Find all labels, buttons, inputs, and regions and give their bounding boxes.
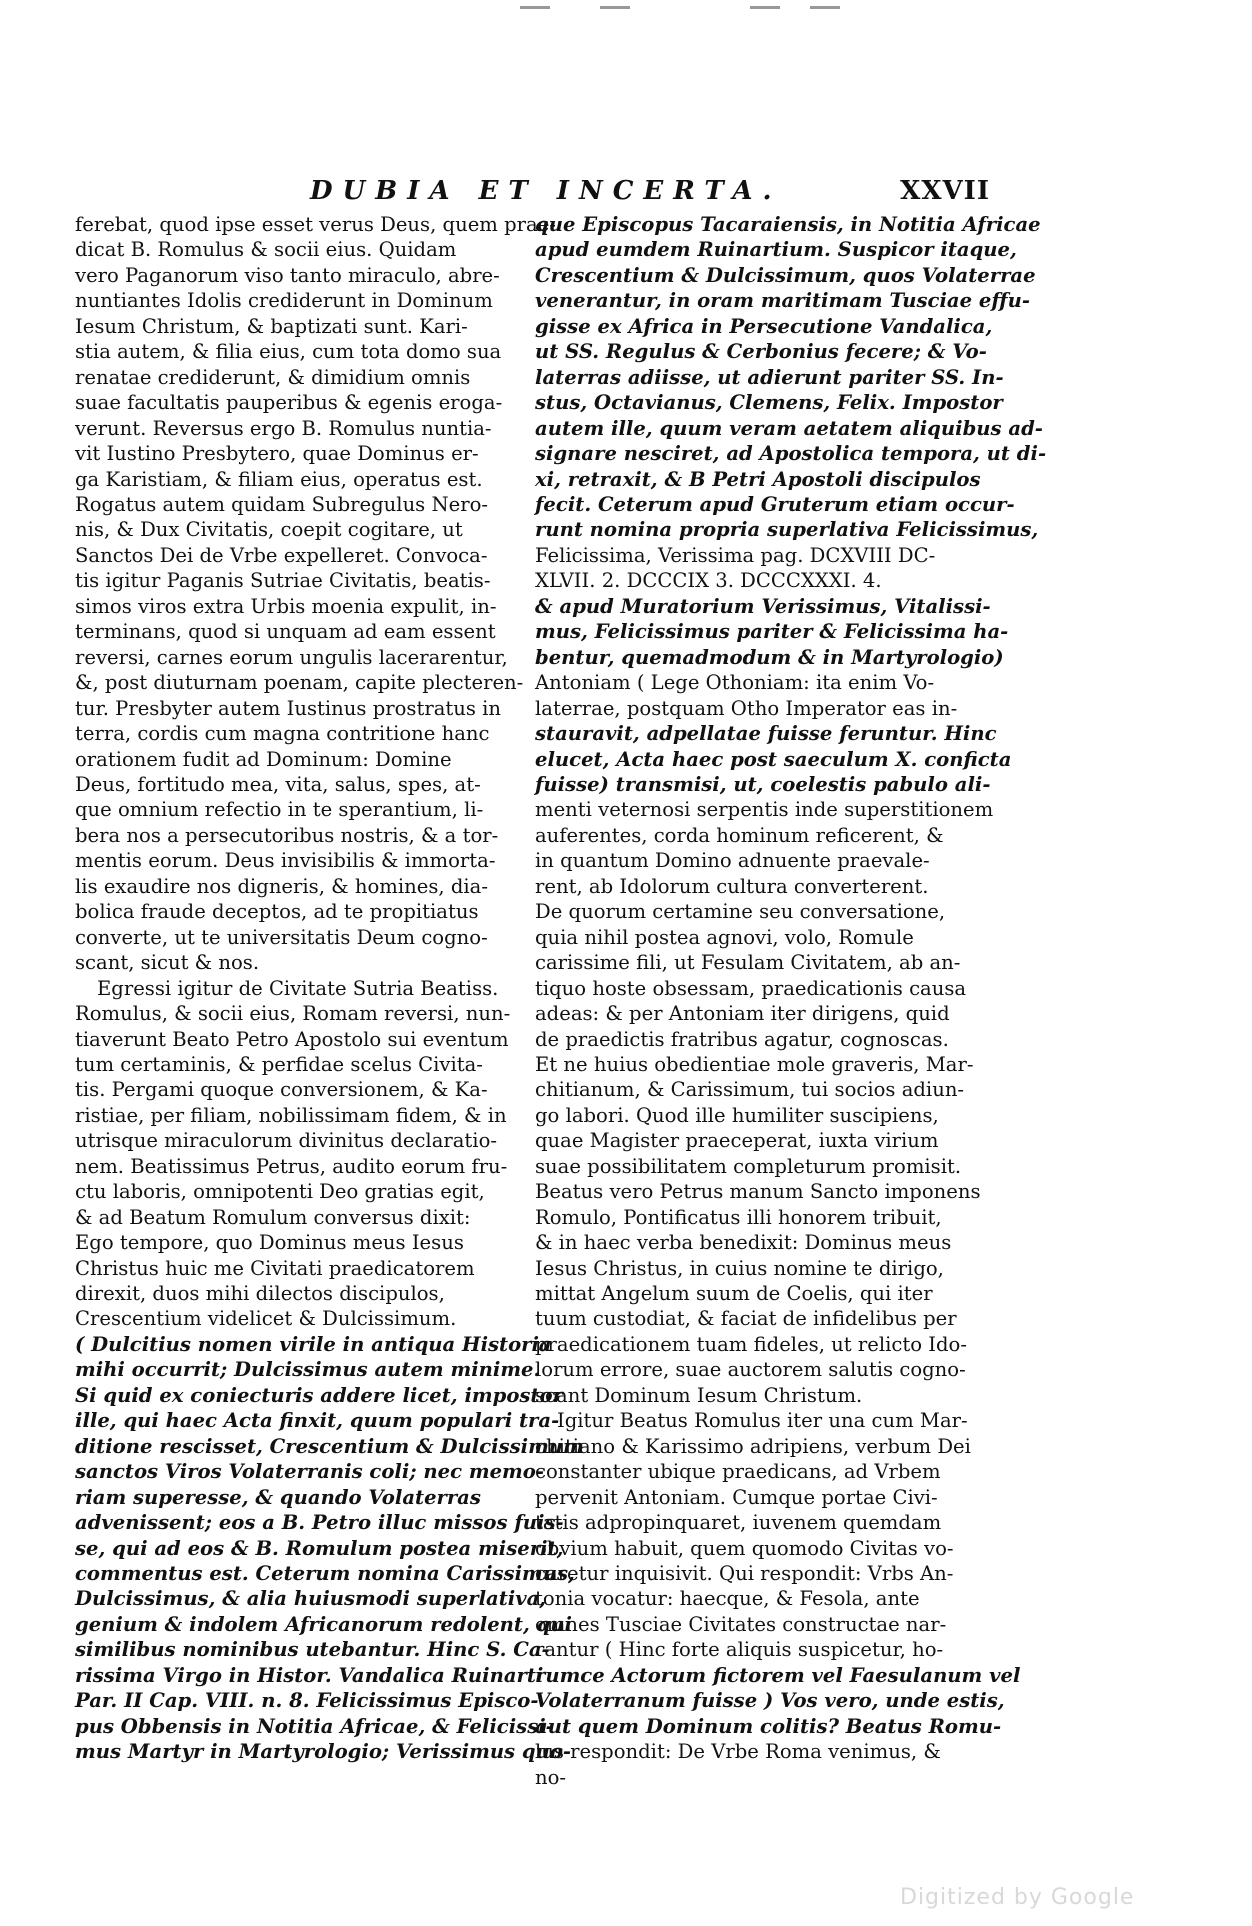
left-column <box>75 212 584 1765</box>
text-line: Iesus Christus, in cuius nomine te dirigo, <box>535 1256 944 1280</box>
text-line: mus Martyr in Martyrologio; Verissimus quo- <box>75 1740 572 1764</box>
text-line: Iesum Christum, & baptizati sunt. Kari- <box>75 314 468 338</box>
text-line: Felicissima, Verissima pag. DCXVIII DC- <box>535 543 936 567</box>
text-line: que omnium refectio in te sperantium, li- <box>75 798 484 822</box>
text-line: Rogatus autem quidam Subregulus Nero- <box>75 492 488 516</box>
text-line: genium & indolem Africanorum redolent, qui <box>75 1612 572 1636</box>
text-line: Ego tempore, quo Dominus meus Iesus <box>75 1231 464 1255</box>
text-line: carissime fili, ut Fesulam Civitatem, ab an- <box>535 951 961 975</box>
text-line: stia autem, & filia eius, cum tota domo sua <box>75 340 502 364</box>
text-line: Romulo, Pontificatus illi honorem tribuit, <box>535 1205 942 1229</box>
text-line: aut quem Dominum colitis? Beatus Romu- <box>535 1714 1002 1738</box>
right-column <box>535 212 1047 1790</box>
text-line: adeas: & per Antoniam iter dirigens, quid <box>535 1002 950 1026</box>
text-line: Crescentium videlicet & Dulcissimum. <box>75 1307 457 1331</box>
text-line: no- <box>535 1765 567 1789</box>
text-line: tis. Pergami quoque conversionem, & Ka- <box>75 1078 488 1102</box>
text-line: rissima Virgo in Histor. Vandalica Ruinarti <box>75 1663 544 1687</box>
text-line: suae possibilitatem completurum promisit. <box>535 1154 962 1178</box>
text-line: Et ne huius obedientiae mole graveris, Mar- <box>535 1052 974 1076</box>
text-line: tiaverunt Beato Petro Apostolo sui eventum <box>75 1027 509 1051</box>
text-line: nem. Beatissimus Petrus, audito eorum fru- <box>75 1154 508 1178</box>
text-line: ga Karistiam, & filiam eius, operatus est. <box>75 467 483 491</box>
text-line: laterrae, postquam Otho Imperator eas in- <box>535 696 958 720</box>
text-line: menti veternosi serpentis inde superstitionem <box>535 798 994 822</box>
text-line: terminans, quod si unquam ad eam essent <box>75 620 496 644</box>
text-line: signare nesciret, ad Apostolica tempora, ut di- <box>535 442 1047 466</box>
text-line: venerantur, in oram maritimam Tusciae effu- <box>535 289 1030 313</box>
text-line: nis, & Dux Civitatis, coepit cogitare, ut <box>75 518 463 542</box>
text-line: gisse ex Africa in Persecutione Vandalica, <box>535 314 993 338</box>
text-line: tiquo hoste obsessam, praedicationis causa <box>535 976 967 1000</box>
text-line: bera nos a persecutoribus nostris, & a tor- <box>75 823 499 847</box>
text-line: tis igitur Paganis Sutriae Civitatis, beatis- <box>75 569 491 593</box>
text-line: suae facultatis pauperibus & egenis eroga- <box>75 391 503 415</box>
text-line: Beatus vero Petrus manum Sancto imponens <box>535 1180 981 1204</box>
text-line: vero Paganorum viso tanto miraculo, abre- <box>75 263 500 287</box>
text-line: omnes Tusciae Civitates constructae nar- <box>535 1612 947 1636</box>
text-line: riam superesse, & quando Volaterras <box>75 1485 481 1509</box>
text-line: & apud Muratorium Verissimus, Vitalissi- <box>535 594 991 618</box>
text-line: mihi occurrit; Dulcissimus autem minime. <box>75 1358 541 1382</box>
text-line: utrisque miraculorum divinitus declaratio- <box>75 1129 497 1153</box>
text-line: stus, Octavianus, Clemens, Felix. Impostor <box>535 391 1003 415</box>
text-line: Volaterranum fuisse ) Vos vero, unde estis, <box>535 1689 1005 1713</box>
running-head: DUBIA ET INCERTA. <box>310 176 782 206</box>
text-line: Deus, fortitudo mea, vita, salus, spes, at- <box>75 772 481 796</box>
text-line: Sanctos Dei de Vrbe expelleret. Convoca- <box>75 543 488 567</box>
text-line: bentur, quemadmodum & in Martyrologio) <box>535 645 1004 669</box>
text-line: quia nihil postea agnovi, volo, Romule <box>535 925 914 949</box>
text-line: lis exaudire nos digneris, & homines, dia- <box>75 874 488 898</box>
text-line: converte, ut te universitatis Deum cogno- <box>75 925 488 949</box>
text-line: fuisse) transmisi, ut, coelestis pabulo ali- <box>535 772 991 796</box>
text-line: vit Iustino Presbytero, quae Dominus er- <box>75 442 479 466</box>
text-line: Antoniam ( Lege Othoniam: ita enim Vo- <box>535 671 935 695</box>
text-line: xi, retraxit, & B Petri Apostoli discipulos <box>535 467 981 491</box>
text-line: & ad Beatum Romulum conversus dixit: <box>75 1205 471 1229</box>
text-line: XLVII. 2. DCCCIX 3. DCCCXXXI. 4. <box>535 569 882 593</box>
text-line: mus, Felicissimus pariter & Felicissima ha- <box>535 620 1009 644</box>
text-line: similibus nominibus utebantur. Hinc S. Ca- <box>75 1638 550 1662</box>
text-line: Igitur Beatus Romulus iter una cum Mar- <box>557 1409 968 1433</box>
text-line: & in haec verba benedixit: Dominus meus <box>535 1231 952 1255</box>
text-line: scant, sicut & nos. <box>75 951 260 975</box>
text-line: in quantum Domino adnuente praevale- <box>535 849 930 873</box>
text-line: ristiae, per filiam, nobilissimam fidem, & in <box>75 1103 507 1127</box>
text-line: commentus est. Ceterum nomina Carissimus, <box>75 1562 575 1586</box>
text-line: advenissent; eos a B. Petro illuc missos fuis- <box>75 1511 564 1535</box>
text-line: reversi, carnes eorum ungulis lacerarentur, <box>75 645 508 669</box>
text-line: De quorum certamine seu conversatione, <box>535 900 946 924</box>
text-line: Romulus, & socii eius, Romam reversi, nun- <box>75 1002 511 1026</box>
text-line: sanctos Viros Volaterranis coli; nec memo- <box>75 1460 544 1484</box>
text-line: tur. Presbyter autem Iustinus prostratus in <box>75 696 502 720</box>
digitization-credit: Digitized by Google <box>900 1885 1135 1910</box>
text-line: de praedictis fratribus agatur, cognoscas. <box>535 1027 949 1051</box>
text-line: tonia vocatur: haecque, & Fesola, ante <box>535 1587 920 1611</box>
text-line: chitiano & Karissimo adripiens, verbum Dei <box>535 1434 971 1458</box>
text-line: stauravit, adpellatae fuisse feruntur. Hinc <box>535 722 997 746</box>
text-line: elucet, Acta haec post saeculum X. conficta <box>535 747 1012 771</box>
text-line: lus respondit: De Vrbe Roma venimus, & <box>535 1740 941 1764</box>
text-line: obvium habuit, quem quomodo Civitas vo- <box>535 1536 954 1560</box>
text-line: rent, ab Idolorum cultura converterent. <box>535 874 929 898</box>
text-line: se, qui ad eos & B. Romulum postea miserit, <box>75 1536 564 1560</box>
text-line: Christus huic me Civitati praedicatorem <box>75 1256 475 1280</box>
text-line: tuum custodiat, & faciat de infidelibus per <box>535 1307 957 1331</box>
text-line: que Episcopus Tacaraiensis, in Notitia Africae <box>535 213 1041 236</box>
text-line: fecit. Ceterum apud Gruterum etiam occur- <box>535 492 1015 516</box>
text-line: ut SS. Regulus & Cerbonius fecere; & Vo- <box>535 340 987 364</box>
page-number: XXVII <box>900 176 990 206</box>
text-line: Crescentium & Dulcissimum, quos Volaterrae <box>535 263 1036 287</box>
text-line: tatis adpropinquaret, iuvenem quemdam <box>535 1511 942 1535</box>
text-line: apud eumdem Ruinartium. Suspicor itaque, <box>535 238 1017 262</box>
text-line: go labori. Quod ille humiliter suscipiens, <box>535 1103 939 1127</box>
text-line: mittat Angelum suum de Coelis, qui iter <box>535 1282 933 1306</box>
text-line: ( Dulcitius nomen virile in antiqua Historia <box>75 1332 552 1356</box>
text-line: Dulcissimus, & alia huiusmodi superlativa, <box>75 1587 547 1611</box>
text-line: auferentes, corda hominum reficerent, & <box>535 823 944 847</box>
text-line: Egressi igitur de Civitate Sutria Beatiss. <box>97 976 499 1000</box>
text-line: simos viros extra Urbis moenia expulit, in- <box>75 594 497 618</box>
scan-edge-marks <box>520 6 920 12</box>
text-line: praedicationem tuam fideles, ut relicto Ido- <box>535 1332 967 1356</box>
text-line: autem ille, quum veram aetatem aliquibus ad- <box>535 416 1043 440</box>
text-line: ferebat, quod ipse esset verus Deus, quem prae- <box>75 213 556 236</box>
text-line: pus Obbensis in Notitia Africae, & Felicissi- <box>75 1714 554 1738</box>
text-line: orationem fudit ad Dominum: Domine <box>75 747 452 771</box>
text-line: dicat B. Romulus & socii eius. Quidam <box>75 238 457 262</box>
text-line: nuntiantes Idolis crediderunt in Dominum <box>75 289 493 313</box>
text-line: lorum errore, suae auctorem salutis cogno- <box>535 1358 966 1382</box>
text-line: ille, qui haec Acta finxit, quum populari tra- <box>75 1409 560 1433</box>
text-line: bolica fraude deceptos, ad te propitiatus <box>75 900 479 924</box>
text-line: ctu laboris, omnipotenti Deo gratias egit, <box>75 1180 485 1204</box>
text-line: Par. II Cap. VIII. n. 8. Felicissimus Episco- <box>75 1689 539 1713</box>
text-line: chitianum, & Carissimum, tui socios adiun- <box>535 1078 965 1102</box>
text-line: runt nomina propria superlativa Felicissimus, <box>535 518 1039 542</box>
text-line: verunt. Reversus ergo B. Romulus nuntia- <box>75 416 492 440</box>
text-line: mentis eorum. Deus invisibilis & immorta- <box>75 849 496 873</box>
text-line: laterras adiisse, ut adierunt pariter SS. In- <box>535 365 1004 389</box>
text-line: caretur inquisivit. Qui respondit: Vrbs An- <box>535 1562 954 1586</box>
text-line: rantur ( Hinc forte aliquis suspicetur, ho- <box>535 1638 944 1662</box>
text-line: terra, cordis cum magna contritione hanc <box>75 722 490 746</box>
text-line: &, post diuturnam poenam, capite plecteren- <box>75 671 524 695</box>
text-line: scant Dominum Iesum Christum. <box>535 1383 863 1407</box>
text-line: pervenit Antoniam. Cumque portae Civi- <box>535 1485 938 1509</box>
text-line: rumce Actorum fictorem vel Faesulanum vel <box>535 1663 1021 1687</box>
text-line: Si quid ex coniecturis addere licet, impostor <box>75 1383 563 1407</box>
page-header <box>310 176 990 216</box>
text-line: renatae crediderunt, & dimidium omnis <box>75 365 471 389</box>
text-line: tum certaminis, & perfidae scelus Civita- <box>75 1052 483 1076</box>
text-line: quae Magister praeceperat, iuxta virium <box>535 1129 939 1153</box>
text-line: constanter ubique praedicans, ad Vrbem <box>535 1460 941 1484</box>
text-line: ditione rescisset, Crescentium & Dulcissimum <box>75 1434 584 1458</box>
text-line: direxit, duos mihi dilectos discipulos, <box>75 1282 445 1306</box>
